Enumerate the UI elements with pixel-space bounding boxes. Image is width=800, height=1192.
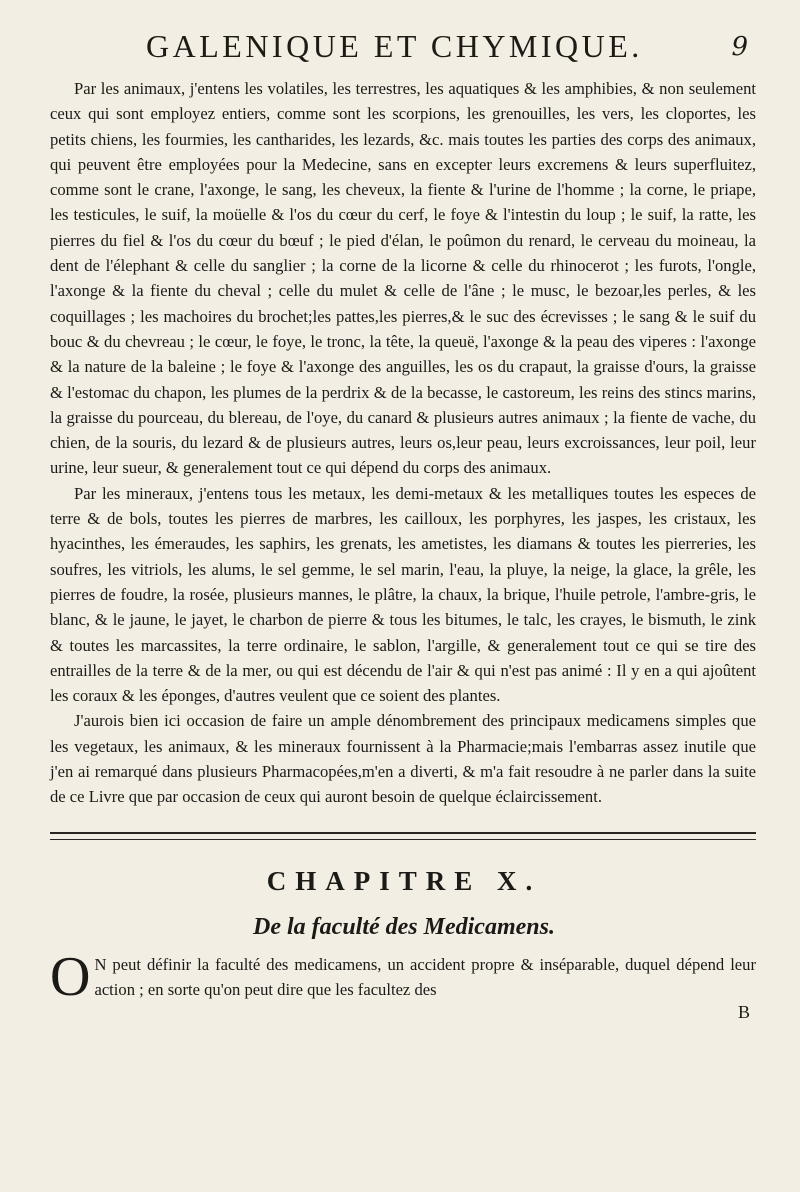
opening-text: N peut définir la faculté des medicamens, un accident propre & inséparable, duquel dépend leur action ; en sorte qu'on peut dire que les facultez des: [94, 954, 756, 999]
signature-mark: B: [737, 1002, 750, 1023]
chapter-heading: CHAPITRE X.: [266, 865, 542, 896]
running-head: GALENIQUE ET CHYMIQUE.: [146, 28, 643, 64]
chapter-subtitle: De la faculté des Medicamens.: [253, 913, 555, 940]
page-header: [50, 26, 758, 76]
paragraph-medicines: J'aurois bien ici occasion de faire un ample dénombrement des principaux medicamens simples que les vegetaux, les animaux, & les mineraux fournissent à la Pharmacie;mais l'embarras assez inutile que j'en ai remarqué dans plusieurs Pharmacopées,m'en a diverti, & m'a fait resoudre à ne parler dans la suite de ce Livre que par occasion de ceux qui auront besoin de quelque éclaircissement.: [50, 711, 756, 807]
drop-cap: O: [50, 945, 91, 1008]
double-rule: [50, 832, 756, 840]
section-divider: [50, 810, 758, 860]
paragraph-minerals: Par les mineraux, j'entens tous les metaux, les demi-metaux & les metalliques toutes les especes de terre & de bols, toutes les pierres de marbres, les cailloux, les porphyres, les jaspes, les cristaux, les hyacinthes, les émeraudes, les saphirs, les grenats, les ametistes, les diamans & toutes les pierreries, les soufres, les vitriols, les alums, le sel gemme, le sel marin, l'eau, la pluye, la neige, la glace, la grêle, les pierres de foudre, la rosée, plusieurs mannes, le plâtre, la chaux, la brique, l'huile petrole, l'ambre-gris, le blanc, & le jaune, le jayet, le charbon de pierre & tous les bitumes, le talc, les crayes, le bismuth, le zink & toutes les marcassites, la terre ordinaire, le sablon, l'argille, & generalement tout ce qui se tire des entrailles de la terre & de la mer, ou qui est décendu de l'air & qui n'est pas animé : Il y en a qui ajoûtent les coraux & les éponges, d'autres veulent que ce soient des plantes.: [50, 483, 756, 706]
page-number: 9: [731, 32, 748, 62]
paragraph-animals: Par les animaux, j'entens les volatiles, les terrestres, les aquatiques & les amphibies, & non seulement ceux qui sont employez entiers, comme sont les scorpions, les grenouilles, les vers, les cloportes, les petits chiens, les fourmies, les cantharides, les lezards, &c. mais toutes les parties des corps des animaux, qui peuvent être employées pour la Medecine, sans en excepter leurs excremens & leurs superfluitez, comme sont le crane, l'axonge, le sang, les cheveux, la fiente & l'urine de l'homme ; la corne, le priape, les testicules, le suif, la moüelle & l'os du cœur du cerf, le foye & l'intestin du loup ; le suif, la ratte, les pierres du fiel & l'os du cœur du bœuf ; le pied d'élan, le poûmon du renard, le cerveau du moineau, la dent de l'élephant & celle du sanglier ; la corne de la licorne & celle du rhinocerot ; les furots, l'ongle, l'axonge & la fiente du cheval ; celle du mulet & celle de l'âne ; le musc, le bezoar,les perles, & les coquillages ; les machoires du brochet;les pattes,les pierres,& le suc des écrevisses ; le sang & le suif du bouc & du chevreau ; le cœur, le foye, le tronc, la tête, la queuë, l'axonge & la peau des viperes : l'axonge & la nature de la baleine ; le foye & l'axonge des anguilles, les os du crapaut, la graisse d'ours, la graisse & l'estomac du chapon, les plumes de la perdrix & de la becasse, le castoreum, les reins des stincs marins, la graisse du pourceau, du blereau, de l'oye, du canard & plusieurs autres animaux ; la fiente de vache, du chien, de la souris, du lezard & de plusieurs autres, leurs os,leur peau, leurs excroissances, leur poil, leur urine, leur sueur, & generalement tout ce qui dépend du corps des animaux.: [50, 79, 756, 478]
chapter-opening-paragraph: [50, 945, 756, 1008]
